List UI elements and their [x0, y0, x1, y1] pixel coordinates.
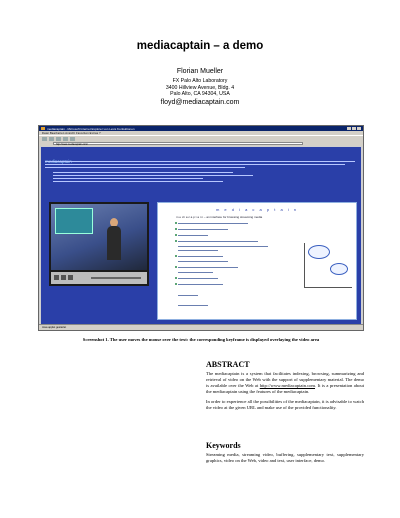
affiliation-line: Palo Alto, CA 94304, USA: [170, 91, 230, 97]
diagram-node: [308, 245, 330, 259]
pause-icon: [61, 275, 66, 280]
keywords-body: Streaming media, streaming video, buffering, supplementary text, supplementary graphics, video on the Web, video and text, user interface, demo.: [206, 452, 364, 464]
browser-statusbar: [39, 324, 363, 330]
panel-subtitle: m e d i a c a p t a i n – an interface for browsing streaming media: [176, 215, 263, 219]
bullet-icon: [175, 222, 177, 224]
text-line: [178, 272, 213, 273]
text-line: [178, 261, 228, 262]
video-controls: [51, 272, 147, 284]
keywords-heading: Keywords: [206, 441, 241, 450]
page-heading: [45, 150, 105, 158]
text-line: [45, 161, 355, 162]
text-line: [53, 172, 233, 173]
web-page: [41, 147, 361, 325]
video-player: [49, 202, 149, 286]
panel-title: m e d i a c a p t a i n: [215, 207, 299, 212]
text-line: [178, 246, 268, 247]
bullet-icon: [175, 277, 177, 279]
bullet-icon: [175, 283, 177, 285]
text-line: [45, 167, 245, 168]
text-line: [178, 284, 223, 285]
abstract-text: . It is a presentation about the mediacaptain using the features of the mediacaptain.: [206, 383, 364, 395]
text-line: [178, 223, 248, 224]
text-line: [178, 305, 208, 306]
demo-link[interactable]: http://www.mediacaptain.com: [259, 383, 316, 389]
author-name: Florian Mueller: [176, 68, 224, 75]
text-line: [178, 250, 218, 251]
mediacaptain-panel: [157, 202, 357, 320]
diagram-axis: [304, 243, 305, 287]
text-line: [53, 178, 203, 179]
text-line: [178, 235, 208, 236]
figure-caption: Screenshot 1. The user moves the mouse over the text: the corresponding keyframe is displayed overlaying the video area: [82, 337, 320, 342]
text-line: [45, 164, 345, 165]
text-line: [178, 278, 218, 279]
screenshot-figure: [38, 125, 364, 331]
bullet-icon: [175, 255, 177, 257]
author-email: floyd@mediacaptain.com: [160, 99, 240, 106]
address-url: http://www.mediacaptain.com/: [56, 143, 88, 146]
ie-icon: [41, 127, 45, 130]
affiliation-line: 3400 Hillview Avenue, Bldg. 4: [165, 84, 235, 91]
abstract-text: The mediacaptain is a system that facilitates indexing, browsing, summarizing and retrieval of video on the Web with the support of supplementary material. The demo is available over the Web at: [206, 371, 364, 389]
abstract-heading: ABSTRACT: [206, 360, 250, 369]
text-line: [178, 241, 258, 242]
bullet-icon: [175, 234, 177, 236]
bullet-icon: [175, 228, 177, 230]
menu-items: Datei Bearbeiten Ansicht Favoriten Extras ?: [42, 131, 101, 135]
presenter-body: [107, 226, 121, 260]
window-title: mediacaptain - Microsoft Internet Explorer von Lexis Konfektionen: [47, 127, 135, 131]
text-line: [178, 267, 238, 268]
text-line: [178, 229, 228, 230]
bullet-icon: [175, 266, 177, 268]
address-field: [53, 142, 303, 145]
text-line: [178, 295, 198, 296]
diagram-node: [330, 263, 348, 275]
window-controls: [347, 127, 361, 130]
bullet-icon: [175, 240, 177, 242]
text-line: [178, 256, 223, 257]
minimize-icon: [347, 127, 351, 130]
video-keyframe: [51, 204, 147, 270]
status-text: Java applet gestartet: [42, 326, 67, 329]
keyframe-slide: [55, 208, 93, 234]
play-icon: [54, 275, 59, 280]
abstract-paragraph-1: [206, 371, 364, 395]
stop-icon: [68, 275, 73, 280]
close-icon: [357, 127, 361, 130]
maximize-icon: [352, 127, 356, 130]
abstract-body: [206, 371, 364, 416]
affiliation-line: FX Palo Alto Laboratory: [172, 78, 228, 84]
seek-bar: [91, 277, 141, 279]
diagram-axis: [304, 287, 352, 288]
text-line: [53, 181, 223, 182]
abstract-paragraph-2: In order to experience all the possibilities of the mediacaptain, it is advisable to watch the video at the given URL and make use of the provided functionality.: [206, 399, 364, 411]
paper-title: mediacaptain – a demo: [136, 40, 264, 52]
address-bar: [39, 141, 363, 146]
text-line: [53, 175, 253, 176]
